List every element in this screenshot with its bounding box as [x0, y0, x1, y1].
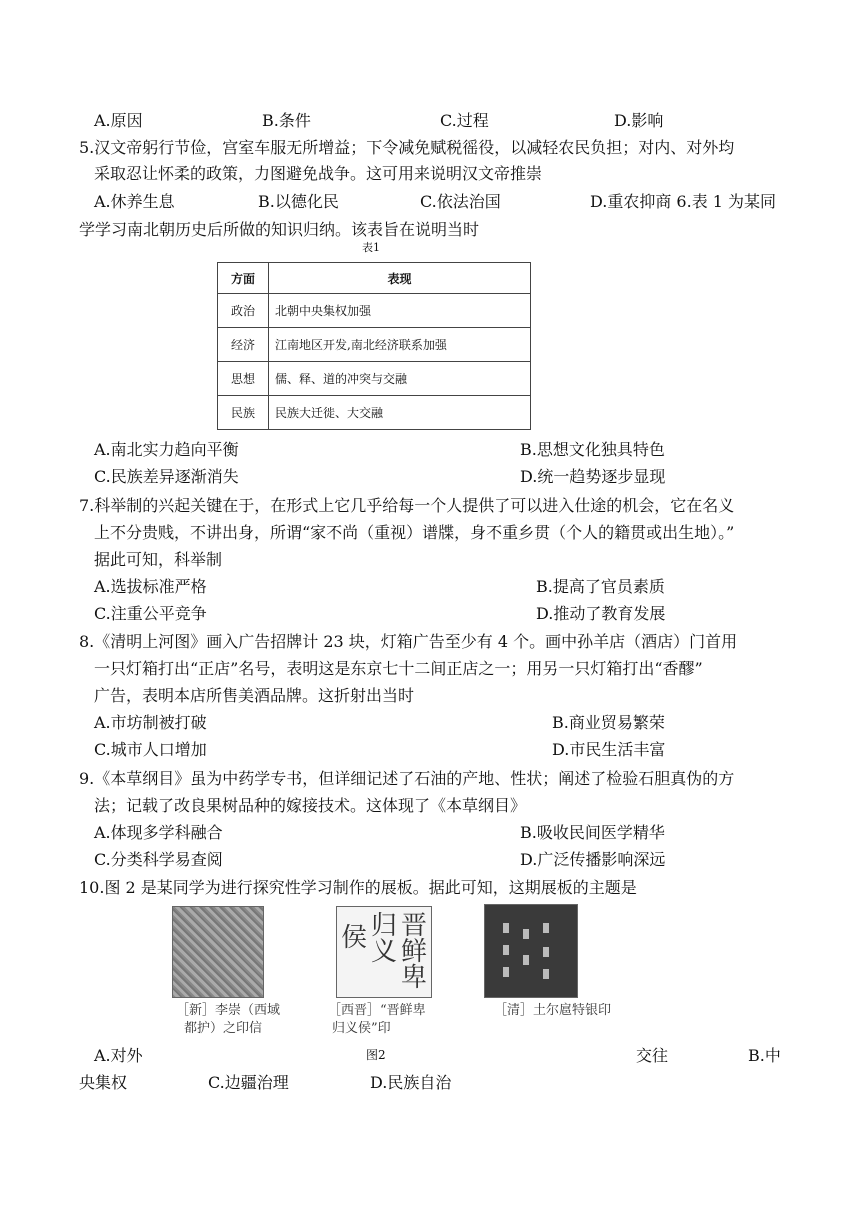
seal-caption-2-line-2: 归义侯”印	[332, 1021, 391, 1036]
q10-option-a-part-1: A.对外	[94, 1046, 143, 1065]
q4-option-d: D.影响	[614, 111, 664, 130]
q10-option-a-part-2: 交往	[636, 1046, 669, 1065]
q5-option-a: A.休养生息	[94, 192, 175, 211]
table-header-performance: 表现	[269, 263, 531, 294]
q8-stem-line-1: 8.《清明上河图》画入广告招牌计 23 块，灯箱广告至少有 4 个。画中孙羊店（酒店）门首用	[79, 632, 738, 651]
q9-option-d: D.广泛传播影响深远	[520, 850, 666, 869]
q4-option-a: A.原因	[94, 111, 143, 130]
seal-image-xianbei	[336, 906, 432, 998]
seal-glyph: 义	[371, 937, 398, 967]
seal-caption-2-line-1: ［西晋］“晋鲜卑	[328, 1003, 426, 1018]
table-1	[217, 262, 531, 430]
q9-stem-line-2: 法；记载了改良果树品种的嫁接技术。这体现了《本草纲目》	[94, 796, 527, 815]
seal-image-li-chong	[172, 906, 264, 998]
seal-glyph: 卑	[401, 963, 428, 993]
seal-caption-1-line-1: ［新］李崇（西域	[176, 1003, 281, 1018]
q8-option-d: D.市民生活丰富	[552, 740, 666, 759]
seal-glyph: 鲜	[401, 937, 428, 967]
table-row	[218, 362, 531, 396]
q4-option-c: C.过程	[440, 111, 489, 130]
q9-option-b: B.吸收民间医学精华	[520, 823, 665, 842]
q8-option-c: C.城市人口增加	[94, 740, 207, 759]
table-caption: 表1	[362, 241, 380, 254]
q7-stem-line-1: 7.科举制的兴起关键在于，在形式上它几乎给每一个人提供了可以进入仕途的机会，它在名义	[79, 496, 735, 515]
table-cell: 思想	[218, 362, 269, 396]
q7-option-b: B.提高了官员素质	[536, 577, 665, 596]
table-header-aspect: 方面	[218, 263, 269, 294]
seal-caption-3: ［清］土尔扈特银印	[494, 1003, 612, 1018]
q6-option-d: D.统一趋势逐步显现	[520, 467, 666, 486]
q5-option-b: B.以德化民	[258, 192, 339, 211]
q7-option-c: C.注重公平竞争	[94, 604, 207, 623]
q8-option-a: A.市坊制被打破	[94, 713, 207, 732]
q5-option-c: C.依法治国	[420, 192, 501, 211]
q5-stem-line-2: 采取忍让怀柔的政策，力图避免战争。这可用来说明汉文帝推崇	[94, 164, 543, 183]
table-cell: 民族	[218, 396, 269, 430]
figure-label: 图2	[366, 1048, 386, 1062]
q6-option-a: A.南北实力趋向平衡	[94, 440, 239, 459]
q10-option-c: C.边疆治理	[208, 1073, 289, 1092]
seal-caption-1-line-2: 都护）之印信	[184, 1021, 263, 1036]
q7-stem-line-3: 据此可知，科举制	[94, 550, 223, 569]
q7-option-d: D.推动了教育发展	[536, 604, 666, 623]
q9-stem-line-1: 9.《本草纲目》虽为中药学专书，但详细记述了石油的产地、性状；阐述了检验石胆真伪的方	[79, 769, 735, 788]
q8-stem-line-3: 广告，表明本店所售美酒品牌。这折射出当时	[94, 686, 415, 705]
seal-image-torghut	[484, 904, 578, 998]
q6-stem-line: 学学习南北朝历史后所做的知识归纳。该表旨在说明当时	[79, 220, 480, 239]
q9-option-c: C.分类科学易查阅	[94, 850, 223, 869]
seal-glyph: 侯	[341, 923, 368, 953]
q10-option-b-part-1: B.中	[748, 1046, 781, 1065]
table-cell: 北朝中央集权加强	[269, 294, 531, 328]
table-row	[218, 328, 531, 362]
q9-option-a: A.体现多学科融合	[94, 823, 223, 842]
q10-stem-line: 10.图 2 是某同学为进行探究性学习制作的展板。据此可知，这期展板的主题是	[79, 878, 637, 897]
q10-option-b-part-2: 央集权	[79, 1073, 128, 1092]
table-row	[218, 396, 531, 430]
q6-option-b: B.思想文化独具特色	[520, 440, 665, 459]
table-row	[218, 294, 531, 328]
q8-stem-line-2: 一只灯箱打出“正店”名号，表明这是东京七十二间正店之一；用另一只灯箱打出“香醪”	[94, 659, 703, 678]
q7-option-a: A.选拔标准严格	[94, 577, 207, 596]
table-cell: 经济	[218, 328, 269, 362]
seal-glyph: 晋	[401, 911, 428, 941]
table-cell: 政治	[218, 294, 269, 328]
q5-stem-line-1: 5.汉文帝躬行节俭，宫室车服无所增益；下令减免赋税徭役，以减轻农民负担；对内、对外均	[79, 138, 735, 157]
table-cell: 江南地区开发,南北经济联系加强	[269, 328, 531, 362]
q6-option-c: C.民族差异逐渐消失	[94, 467, 239, 486]
q4-option-b: B.条件	[262, 111, 311, 130]
q7-stem-line-2: 上不分贵贱，不讲出身，所谓“家不尚（重视）谱牒，身不重乡贯（个人的籍贯或出生地）。”	[94, 523, 735, 542]
table-cell: 民族大迁徙、大交融	[269, 396, 531, 430]
q5-option-d: D.重农抑商 6.表 1 为某同	[590, 192, 777, 211]
seal-glyph: 归	[371, 911, 398, 941]
q8-option-b: B.商业贸易繁荣	[552, 713, 665, 732]
table-cell: 儒、释、道的冲突与交融	[269, 362, 531, 396]
q10-option-d: D.民族自治	[370, 1073, 452, 1092]
